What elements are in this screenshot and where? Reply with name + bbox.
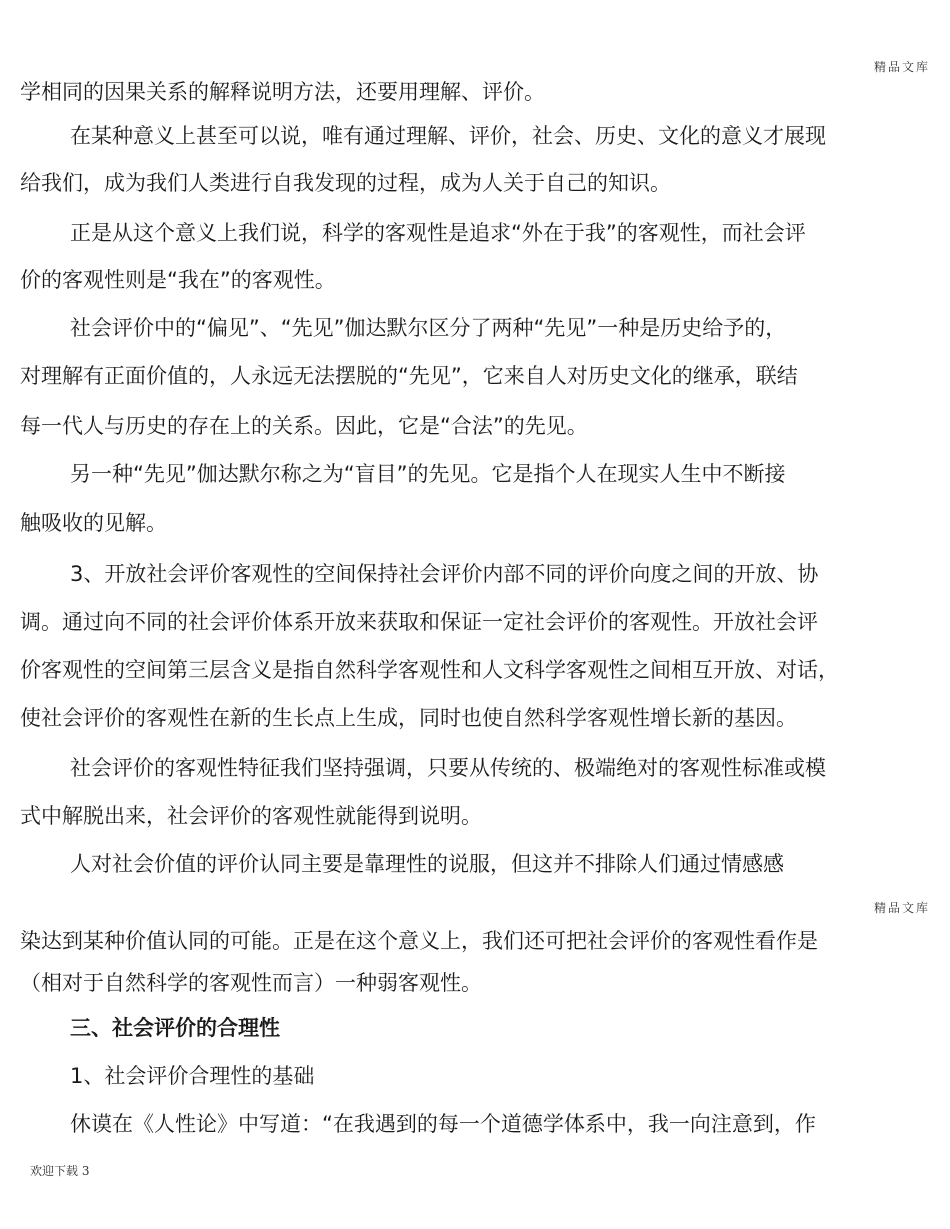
subsection-heading: 1、社会评价合理性的基础 <box>70 1064 315 1088</box>
text-line: 每一代人与历史的存在上的关系。因此，它是“合法”的先见。 <box>20 414 588 438</box>
page-footer: 欢迎下载 3 <box>30 1164 90 1178</box>
text-line: 对理解有正面价值的，人永远无法摆脱的“先见”，它来自人对历史文化的继承，联结 <box>20 364 798 388</box>
text-line: 价的客观性则是“我在”的客观性。 <box>20 268 336 292</box>
section-heading: 三、社会评价的合理性 <box>70 1016 280 1040</box>
text-line: 触吸收的见解。 <box>20 511 167 535</box>
text-line: 正是从这个意义上我们说，科学的客观性是追求“外在于我”的客观性，而社会评 <box>70 221 806 245</box>
text-line: 染达到某种价值认同的可能。正是在这个意义上，我们还可把社会评价的客观性看作是 <box>20 929 818 953</box>
text-line: 社会评价的客观性特征我们坚持强调，只要从传统的、极端绝对的客观性标准或模 <box>70 756 826 780</box>
text-line: 在某种意义上甚至可以说，唯有通过理解、评价，社会、历史、文化的意义才展现 <box>70 124 826 148</box>
text-line: （相对于自然科学的客观性而言）一种弱客观性。 <box>20 971 482 995</box>
header-label-bottom: 精品文库 <box>873 901 930 915</box>
text-line: 人对社会价值的评价认同主要是靠理性的说服，但这并不排除人们通过情感感 <box>70 852 784 876</box>
text-line: 价客观性的空间第三层含义是指自然科学客观性和人文科学客观性之间相互开放、对话， <box>20 658 839 682</box>
text-line: 式中解脱出来，社会评价的客观性就能得到说明。 <box>20 804 482 828</box>
text-line: 社会评价中的“偏见”、“先见”伽达默尔区分了两种“先见”一种是历史给予的， <box>70 316 787 340</box>
text-line: 使社会评价的客观性在新的生长点上生成，同时也使自然科学客观性增长新的基因。 <box>20 706 797 730</box>
text-line: 另一种“先见”伽达默尔称之为“盲目”的先见。它是指个人在现实人生中不断接 <box>70 462 786 486</box>
text-line: 学相同的因果关系的解释说明方法，还要用理解、评价。 <box>20 80 545 104</box>
text-line: 3、开放社会评价客观性的空间保持社会评价内部不同的评价向度之间的开放、协 <box>70 562 819 586</box>
header-label-top: 精品文库 <box>873 60 930 74</box>
text-line: 给我们，成为我们人类进行自我发现的过程，成为人关于自己的知识。 <box>20 171 671 195</box>
text-line: 休谟在《人性论》中写道：“在我遇到的每一个道德学体系中，我一向注意到，作 <box>70 1112 816 1136</box>
text-line: 调。通过向不同的社会评价体系开放来获取和保证一定社会评价的客观性。开放社会评 <box>20 610 818 634</box>
